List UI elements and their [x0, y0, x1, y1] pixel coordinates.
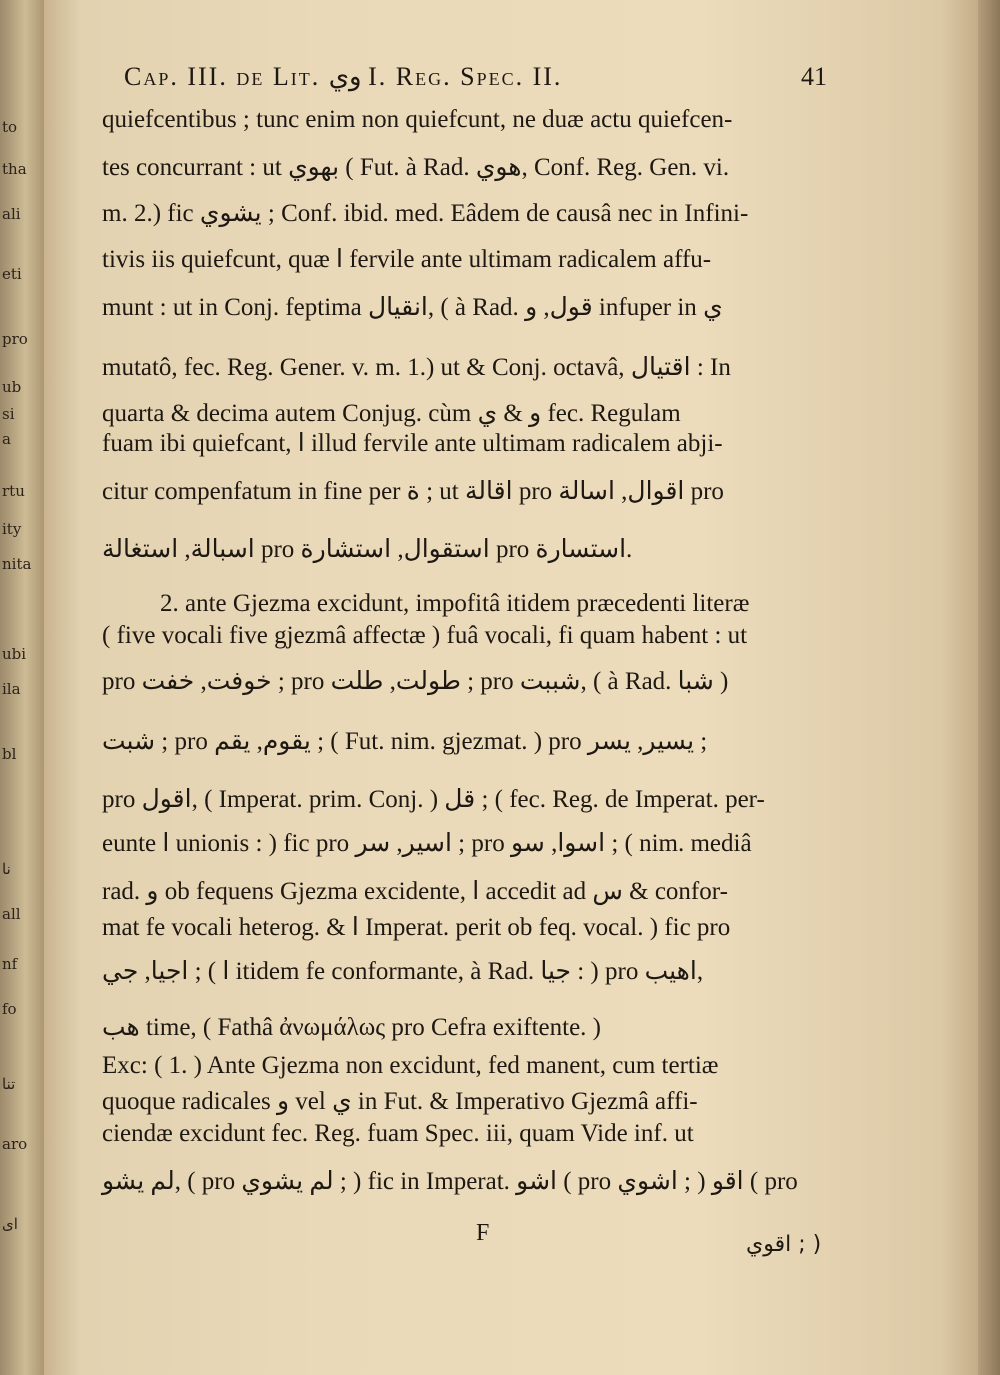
margin-fragment: ity	[2, 520, 22, 538]
catchword: اقوي ; )	[746, 1232, 822, 1257]
text-line: fuam ibi quiefcant, ا illud fervile ante ultimam radicalem abji-	[102, 430, 723, 457]
margin-fragment: ub	[2, 378, 22, 396]
margin-fragment: si	[2, 405, 15, 423]
text-line: tes concurrant : ut بهوي ( Fut. à Rad. هوي, Conf. Reg. Gen. vi.	[102, 154, 730, 181]
text-line: ( five vocali five gjezmâ affectæ ) fuâ vocali, fi quam habent : ut	[102, 622, 748, 649]
margin-fragment: a	[2, 430, 11, 448]
margin-fragment: ali	[2, 205, 21, 223]
margin-fragment: eti	[2, 265, 22, 283]
margin-fragment: bl	[2, 745, 17, 763]
facing-page-edge	[0, 0, 46, 1375]
margin-fragment: fo	[2, 1000, 17, 1018]
margin-fragment: ای	[2, 1215, 18, 1233]
margin-fragment: all	[2, 905, 21, 923]
text-line: ciendæ excidunt fec. Reg. fuam Spec. iii, quam Vide inf. ut	[102, 1120, 694, 1147]
text-line: citur compenfatum in fine per ة ; ut اقالة pro اقوال, اسالة pro	[102, 478, 724, 505]
running-title: Cap. III. de Lit. وي I. Reg. Spec. II.	[124, 62, 563, 91]
margin-fragment: نا	[2, 860, 11, 878]
text-line: quiefcentibus ; tunc enim non quiefcunt, ne duæ actu quiefcen-	[102, 106, 733, 133]
text-line: quoque radicales و vel ي in Fut. & Imperativo Gjezmâ affi-	[102, 1088, 698, 1115]
text-line: rad. و ob fequens Gjezma excidente, ا accedit ad س & confor-	[102, 878, 728, 905]
text-line: mutatô, fec. Reg. Gener. v. m. 1.) ut & Conj. octavâ, اقتيال : In	[102, 354, 731, 381]
margin-fragment: rtu	[2, 482, 25, 500]
text-line: eunte ا unionis : ) fic pro اسير, سر ; pro اسوا, سو ; ( nim. mediâ	[102, 830, 752, 857]
margin-fragment: pro	[2, 330, 28, 348]
text-line: 2. ante Gjezma excidunt, impofitâ itidem præcedenti literæ	[160, 590, 750, 617]
margin-fragment: aro	[2, 1135, 28, 1153]
text-line: munt : ut in Conj. feptima انقيال, ( à Rad. قول, و infuper in ي	[102, 294, 723, 321]
margin-fragment: to	[2, 118, 18, 136]
margin-fragment: ubi	[2, 645, 27, 663]
text-line: m. 2.) fic يشوي ; Conf. ibid. med. Eâdem de causâ nec in Infini-	[102, 200, 749, 227]
book-page	[44, 0, 978, 1375]
text-line: اسبالة, استغالة pro استقوال, استشارة pro استسارة.	[102, 536, 633, 563]
margin-fragment: nita	[2, 555, 32, 573]
page-fore-edge	[978, 0, 1000, 1375]
margin-fragment: ila	[2, 680, 21, 698]
text-line: pro اقول, ( Imperat. prim. Conj. ) قل ; ( fec. Reg. de Imperat. per-	[102, 786, 765, 813]
signature-mark: F	[476, 1220, 490, 1246]
text-line: Exc: ( 1. ) Ante Gjezma non excidunt, fed manent, cum tertiæ	[102, 1052, 719, 1079]
text-line: اجيا, جي ; ( ا itidem fe conformante, à Rad. جيا : ) pro اهيب,	[102, 958, 704, 985]
text-line: pro خوفت, خفت ; pro طولت, طلت ; pro شببت, ( à Rad. شبا )	[102, 668, 729, 695]
text-line: tivis iis quiefcunt, quæ ا fervile ante ultimam radicalem affu-	[102, 246, 712, 273]
text-line: هب time, ( Fathâ ἀνωμάλως pro Cefra exiftente. )	[102, 1014, 601, 1041]
text-line: لم يشو, ( pro لم يشوي ; ) fic in Imperat. اشو ( pro اشوي ; ) اقو ( pro	[102, 1168, 798, 1195]
margin-fragment: nf	[2, 955, 18, 973]
text-line: mat fe vocali heterog. & ا Imperat. perit ob feq. vocal. ) fic pro	[102, 914, 731, 941]
text-line: شبت ; pro يقوم, يقم ; ( Fut. nim. gjezmat. ) pro يسير, يسر ;	[102, 728, 708, 755]
text-line: quarta & decima autem Conjug. cùm و & ي fec. Regulam	[102, 400, 681, 427]
margin-fragment: tha	[2, 160, 27, 178]
margin-fragment: تنا	[2, 1075, 16, 1093]
page-number: 41	[801, 62, 827, 91]
